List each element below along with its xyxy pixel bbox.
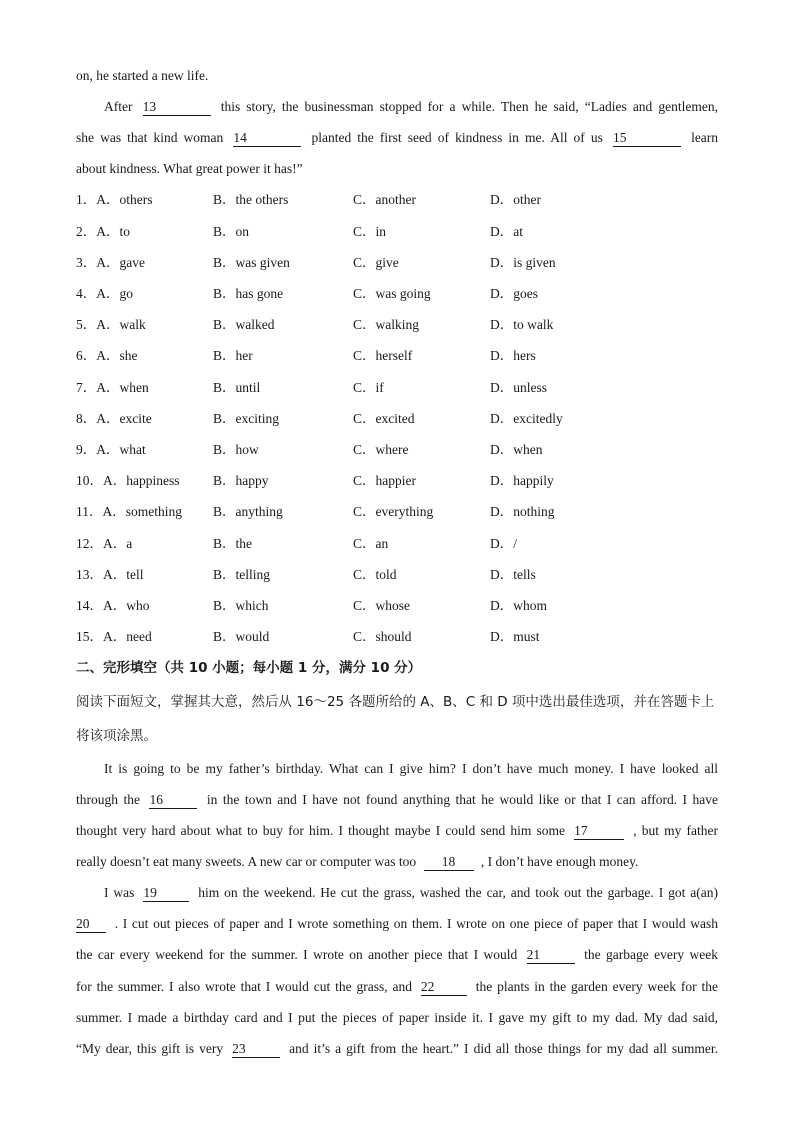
option-c[interactable]: C．if [353, 380, 384, 395]
option-a[interactable]: 4．A．go [76, 286, 133, 301]
option-c[interactable]: C．an [353, 536, 389, 551]
question-row [76, 378, 718, 398]
option-c[interactable]: C．walking [353, 317, 419, 332]
section-heading: 二、完形填空（共 10 小题；每小题 1 分，满分 10 分） [76, 660, 422, 676]
option-b[interactable]: B．happy [213, 473, 269, 488]
blank-16: 16 [149, 792, 197, 809]
question-row [76, 222, 718, 242]
passage2-p1-line4 [76, 852, 718, 872]
text-fragment: , but my father [633, 823, 719, 838]
question-row [76, 565, 718, 585]
question-row [76, 627, 718, 647]
passage2-p1-line1 [104, 759, 718, 779]
text-fragment: . I cut out pieces of paper and I wrote something on them. I wrote on one piece of paper that I would wash [114, 916, 718, 931]
text-fragment: him on the weekend. He cut the grass, washed the car, and took out the garbage. I got a(an) [198, 885, 718, 900]
passage1-line1 [76, 66, 718, 86]
question-row [76, 190, 718, 210]
question-row [76, 440, 718, 460]
passage2-p2-line3 [76, 945, 718, 965]
question-row [76, 534, 718, 554]
question-row [76, 315, 718, 335]
passage2-p1-line2 [76, 790, 718, 810]
option-a[interactable]: 12．A．a [76, 536, 133, 551]
option-b[interactable]: B．telling [213, 567, 270, 582]
option-a[interactable]: 6．A．she [76, 348, 138, 363]
passage1-line3 [76, 128, 718, 148]
blank-18: 18 [424, 854, 474, 871]
text-fragment: for the summer. I also wrote that I would cut the grass, and [76, 979, 412, 994]
blank-17: 17 [574, 823, 624, 840]
option-b[interactable]: B．walked [213, 317, 275, 332]
option-c[interactable]: C．whose [353, 598, 410, 613]
option-c[interactable]: C．another [353, 192, 416, 207]
question-row [76, 596, 718, 616]
option-c[interactable]: C．told [353, 567, 397, 582]
text-fragment: in the town and I have not found anything that he would like or that I can afford. I have [206, 792, 718, 807]
text-fragment: “My dear, this gift is very [76, 1041, 224, 1056]
option-d[interactable]: D．/ [490, 536, 517, 551]
option-b[interactable]: B．exciting [213, 411, 279, 426]
text-fragment: I was [104, 885, 135, 900]
text-fragment: thought very hard about what to buy for him. I thought maybe I could send him some [76, 823, 565, 838]
option-d[interactable]: D．unless [490, 380, 547, 395]
question-row [76, 346, 718, 366]
blank-20: 20 [76, 916, 106, 933]
text-fragment: she was that kind woman [76, 130, 224, 145]
option-b[interactable]: B．which [213, 598, 269, 613]
question-row [76, 284, 718, 304]
option-c[interactable]: C．where [353, 442, 409, 457]
text-fragment: the plants in the garden every week for the [475, 979, 718, 994]
option-a[interactable]: 2．A．to [76, 224, 130, 239]
option-a[interactable]: 14．A．who [76, 598, 150, 613]
option-b[interactable]: B．the [213, 536, 252, 551]
passage2-p2-line1 [104, 883, 718, 903]
option-c[interactable]: C．should [353, 629, 412, 644]
option-d[interactable]: D．hers [490, 348, 536, 363]
option-a[interactable]: 3．A．gave [76, 255, 145, 270]
text-fragment: planted the first seed of kindness in me. All of us [311, 130, 603, 145]
passage2-p2-line6 [76, 1039, 718, 1059]
passage1-line2 [104, 97, 718, 117]
passage2-p2-line4 [76, 977, 718, 997]
blank-22: 22 [421, 979, 467, 996]
option-d[interactable]: D．excitedly [490, 411, 563, 426]
text-fragment: and it’s a gift from the heart.” I did all those things for my dad all summer. [289, 1041, 719, 1056]
option-b[interactable]: B．her [213, 348, 253, 363]
blank-15: 15 [613, 130, 681, 147]
text-fragment: about kindness. What great power it has!” [76, 161, 303, 176]
option-d[interactable]: D．at [490, 224, 523, 239]
option-a[interactable]: 5．A．walk [76, 317, 146, 332]
passage2-p2-line5 [76, 1008, 718, 1028]
option-b[interactable]: B．was given [213, 255, 290, 270]
option-c[interactable]: C．happier [353, 473, 416, 488]
option-a[interactable]: 11．A．something [76, 504, 182, 519]
option-a[interactable]: 10．A．happiness [76, 473, 180, 488]
option-a[interactable]: 1．A．others [76, 192, 153, 207]
option-a[interactable]: 15．A．need [76, 629, 152, 644]
text-fragment: through the [76, 792, 140, 807]
text-fragment: the car every weekend for the summer. I wrote on another piece that I would [76, 947, 518, 962]
option-d[interactable]: D．goes [490, 286, 538, 301]
option-b[interactable]: B．on [213, 224, 250, 239]
option-b[interactable]: B．the others [213, 192, 289, 207]
blank-13: 13 [143, 99, 211, 116]
option-b[interactable]: B．anything [213, 504, 283, 519]
option-d[interactable]: D．must [490, 629, 540, 644]
option-c[interactable]: C．give [353, 255, 399, 270]
blank-19: 19 [143, 885, 189, 902]
option-d[interactable]: D．nothing [490, 504, 555, 519]
instruction-line1: 阅读下面短文，掌握其大意，然后从 16～25 各题所给的 A、B、C 和 D 项中选出最佳选项，并在答题卡上 [76, 694, 715, 710]
text-fragment: the garbage every week [584, 947, 719, 962]
passage2-p1-line3 [76, 821, 718, 841]
question-row [76, 253, 718, 273]
option-b[interactable]: B．until [213, 380, 261, 395]
option-d[interactable]: D．happily [490, 473, 554, 488]
text-fragment: learn [691, 130, 719, 145]
option-a[interactable]: 8．A．excite [76, 411, 152, 426]
text-fragment: , I don’t have enough money. [480, 854, 639, 869]
option-c[interactable]: C．in [353, 224, 387, 239]
option-b[interactable]: B．has gone [213, 286, 284, 301]
option-c[interactable]: C．excited [353, 411, 415, 426]
option-a[interactable]: 13．A．tell [76, 567, 144, 582]
blank-14: 14 [233, 130, 301, 147]
option-d[interactable]: D．other [490, 192, 541, 207]
text-fragment: really doesn’t eat many sweets. A new car or computer was too [76, 854, 417, 869]
passage1-line4 [76, 159, 718, 179]
blank-23: 23 [232, 1041, 280, 1058]
option-c[interactable]: C．herself [353, 348, 413, 363]
text-fragment: It is going to be my father’s birthday. What can I give him? I don’t have much money. I have looked all [104, 761, 718, 776]
text-fragment: this story, the businessman stopped for a while. Then he said, “Ladies and gentlemen, [220, 99, 719, 114]
option-d[interactable]: D．is given [490, 255, 556, 270]
text-fragment: After [104, 99, 133, 114]
option-b[interactable]: B．would [213, 629, 270, 644]
option-a[interactable]: 7．A．when [76, 380, 149, 395]
option-a[interactable]: 9．A．what [76, 442, 146, 457]
question-row [76, 409, 718, 429]
text-fragment: summer. I made a birthday card and I put the pieces of paper inside it. I gave my gift to my dad. My dad said, [76, 1010, 718, 1025]
question-row [76, 471, 718, 491]
option-d[interactable]: D．to walk [490, 317, 554, 332]
option-b[interactable]: B．how [213, 442, 259, 457]
option-d[interactable]: D．when [490, 442, 543, 457]
instruction-line2: 将该项涂黑。 [76, 728, 157, 744]
option-c[interactable]: C．was going [353, 286, 431, 301]
passage2-p2-line2 [76, 914, 718, 934]
option-d[interactable]: D．whom [490, 598, 547, 613]
option-d[interactable]: D．tells [490, 567, 536, 582]
blank-21: 21 [527, 947, 575, 964]
text-fragment: on, he started a new life. [76, 68, 209, 83]
question-row [76, 502, 718, 522]
option-c[interactable]: C．everything [353, 504, 434, 519]
